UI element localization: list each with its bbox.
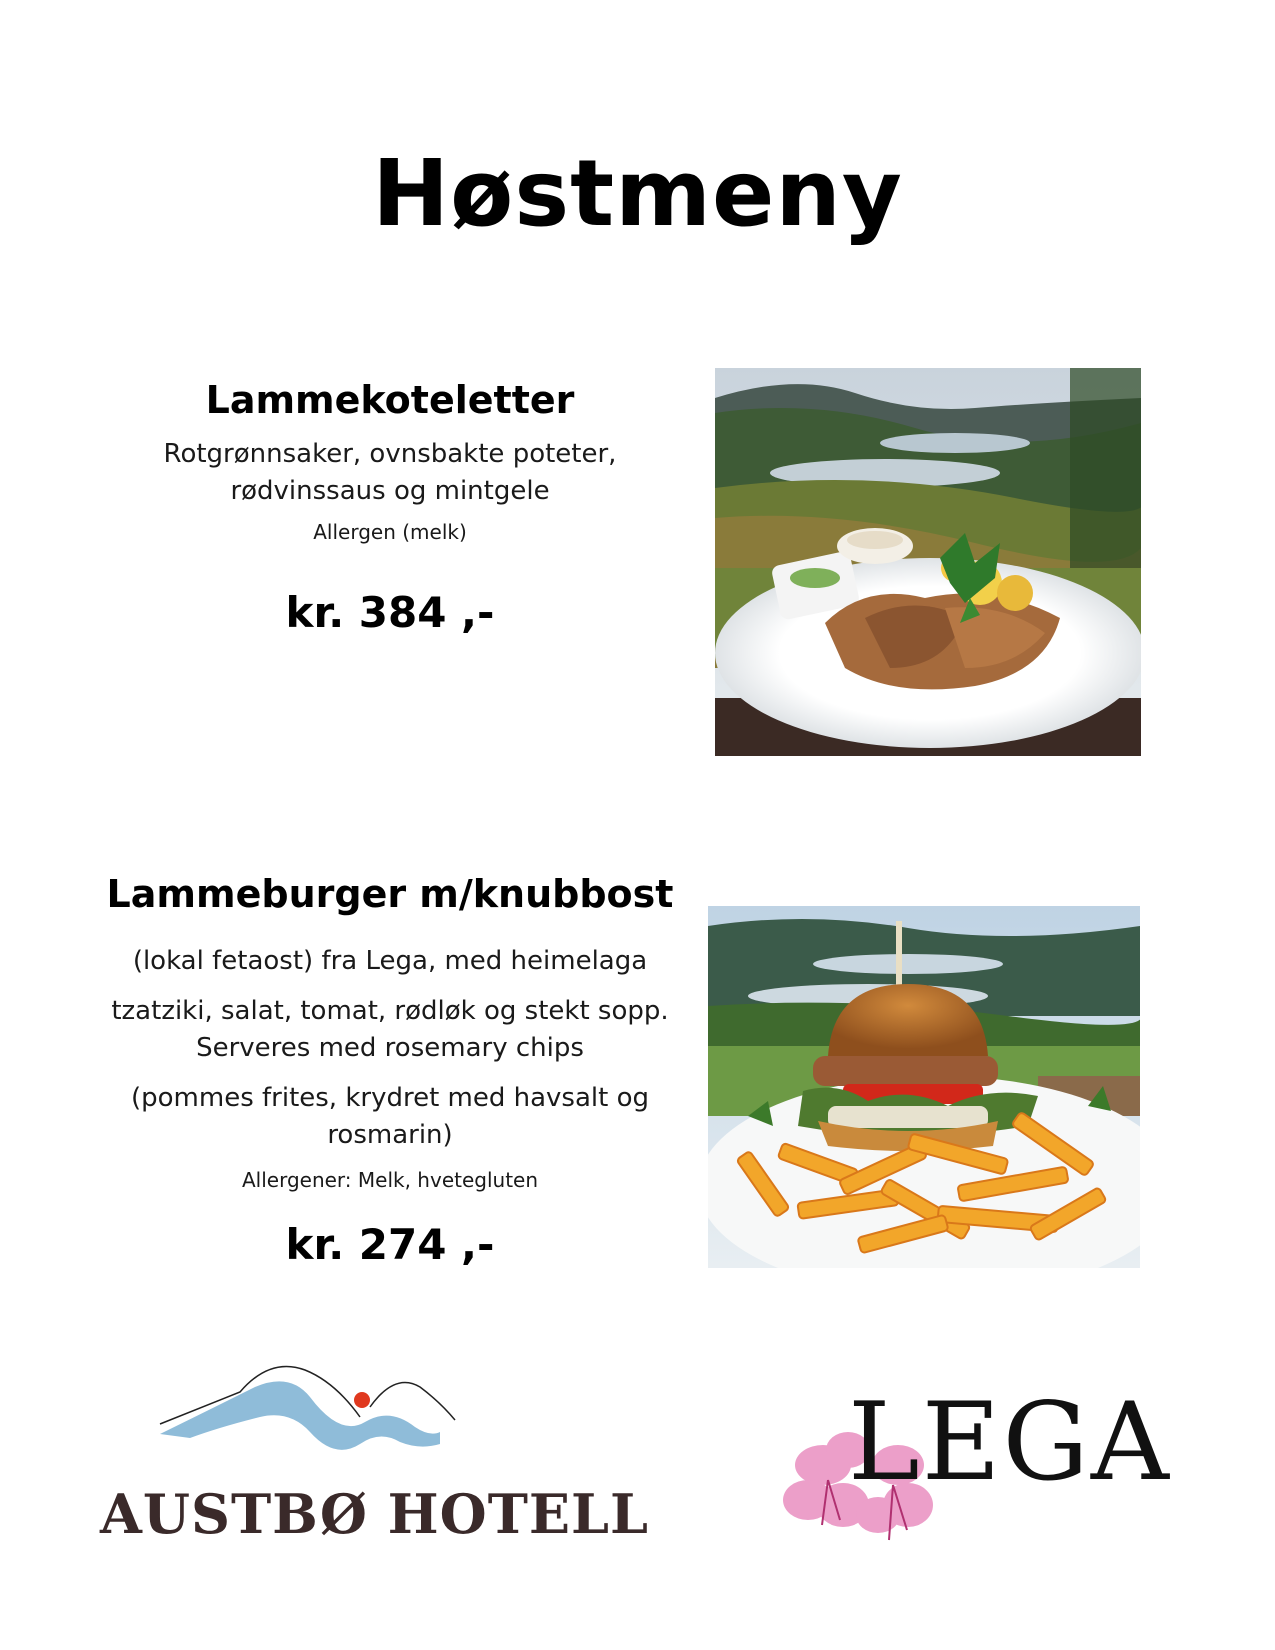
dish-2-desc-line: rosmarin) [327,1120,453,1150]
dish-2-allergens: Allergener: Melk, hvetegluten [241,1168,539,1192]
lega-logo [778,1380,1171,1560]
dish-2-desc-line: (pommes frites, krydret med havsalt og [130,1083,650,1113]
dish-2-name: Lammeburger m/knubbost [106,872,674,916]
menu-title: Høstmeny [372,140,903,247]
dish-2-desc-line: (lokal fetaost) fra Lega, med heimelaga [132,946,648,976]
dish-1-name: Lammekoteletter [205,378,575,422]
austbo-hotell-logo [100,1352,649,1562]
dish-1-desc-line: Rotgrønnsaker, ovnsbakte poteter, [163,439,617,469]
dish-1-description [130,436,650,510]
dish-2-photo [708,906,1140,1268]
dish-2-description-b [80,993,700,1067]
dish-2-description-a [80,943,700,980]
dish-2-price: kr. 274 ,- [285,1220,495,1269]
dish-1-desc-line: rødvinssaus og mintgele [230,476,550,506]
dish-2-desc-line: Serveres med rosemary chips [196,1033,584,1063]
dish-1-allergens: Allergen (melk) [313,520,467,544]
dish-2-desc-line: tzatziki, salat, tomat, rødløk og stekt sopp. [111,996,669,1026]
dish-1-photo [715,368,1141,756]
dish-2-description-c [80,1080,700,1154]
hotel-name: AUSTBØ HOTELL [100,1482,649,1546]
dish-1-price: kr. 384 ,- [285,588,495,637]
lega-name: LEGA [848,1380,1171,1505]
hotel-mountain-icon [120,1352,590,1462]
